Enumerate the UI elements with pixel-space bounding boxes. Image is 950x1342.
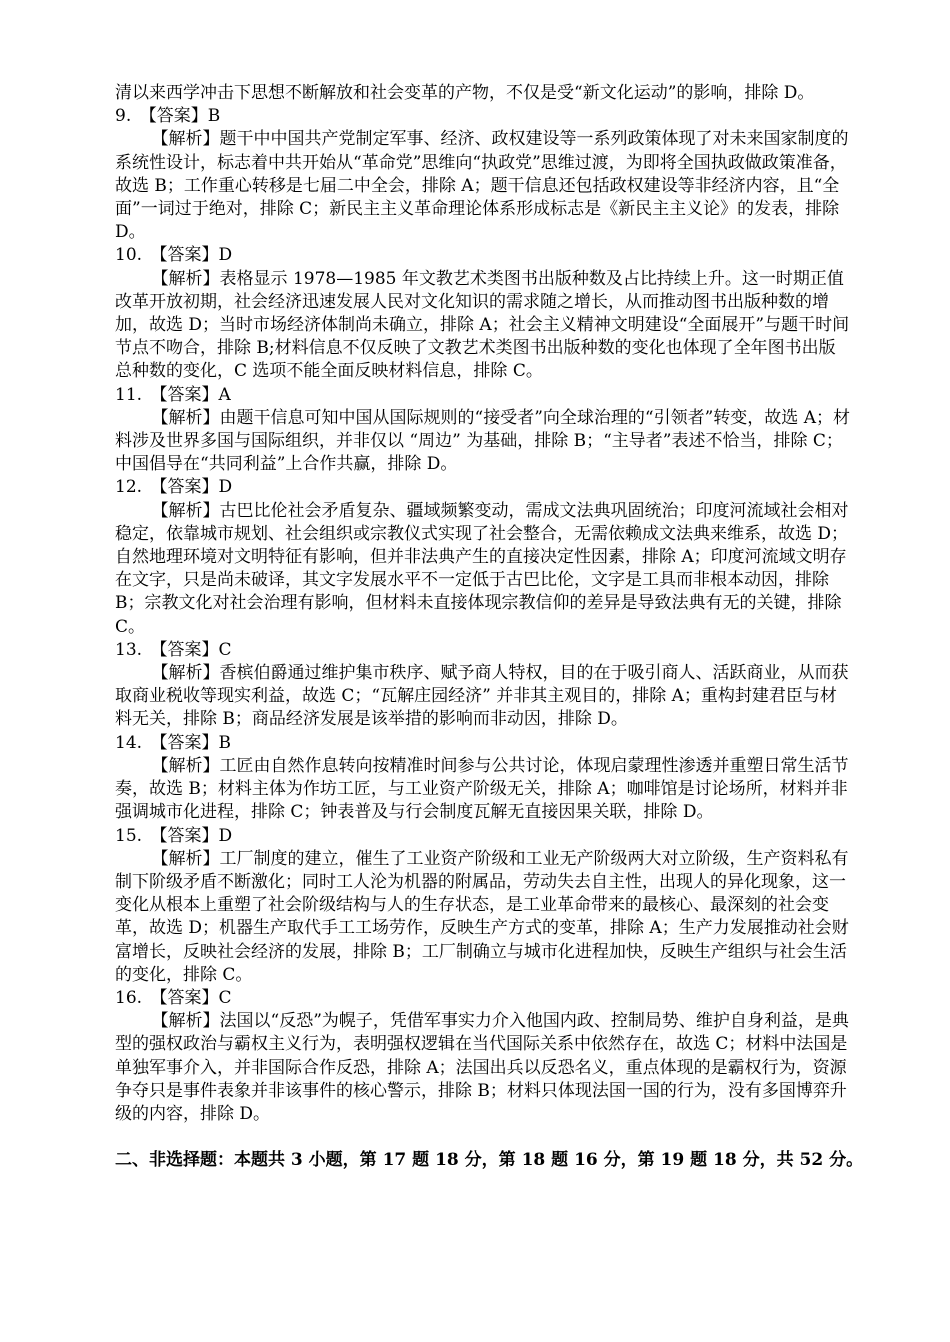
analysis-paragraph: 【解析】法国以“反恐”为幌子，凭借军事实力介入他国内政、控制局势、维护自身利益，是典型的强权政治与霸权主义行为，表明强权逻辑在当代国际关系中依然存在，故选 C；材料中法国是单独军事介入，并非国际合作反恐，排除 A；法国出兵以反恐名义，重点体现的是霸权行为，资源争夺只是事件表象并非该事件的核心警示，排除 B；材料只体现法国一国的行为，没有多国博弈升级的内容，排除 D。 <box>115 1011 849 1124</box>
analysis-paragraph: 【解析】香槟伯爵通过维护集市秩序、赋予商人特权，目的在于吸引商人、活跃商业，从而获取商业税收等现实利益，故选 C；“瓦解庄园经济” 并非其主观目的，排除 A；重构封建君臣与材料无关，排除 B；商品经济发展是该举措的影响而非动因，排除 D。 <box>115 663 849 730</box>
question-number: 13. <box>115 639 143 660</box>
answer-item-11 <box>115 384 850 477</box>
analysis-paragraph: 【解析】表格显示 1978—1985 年文教艺术类图书出版种数及占比持续上升。这一时期正值改革开放初期，社会经济迅速发展人民对文化知识的需求随之增长，从而推动图书出版种数的增加，故选 D；当时市场经济体制尚未确立，排除 A；社会主义精神文明建设“全面展开”与题干时间节点不吻合，排除 B;材料信息不仅反映了文教艺术类图书出版种数的变化也体现了全年图书出版总种数的变化，C 选项不能全面反映材料信息，排除 C。 <box>115 268 850 382</box>
answer-item-13 <box>115 639 850 732</box>
answer-label: 【答案】A <box>150 384 231 405</box>
answer-item-9 <box>115 105 850 244</box>
answer-label: 【答案】D <box>150 245 233 266</box>
answer-label: 【答案】C <box>150 639 232 660</box>
answer-document <box>115 82 864 1172</box>
intro-paragraph: 清以来西学冲击下思想不断解放和社会变革的产物，不仅是受“新文化运动”的影响，排除 D。 <box>115 83 815 103</box>
answer-label: 【答案】C <box>150 987 232 1008</box>
answer-label: 【答案】D <box>150 825 233 846</box>
answer-item-14 <box>115 732 850 825</box>
question-number: 15. <box>115 825 143 846</box>
answer-label: 【答案】B <box>150 732 232 753</box>
question-number: 14. <box>115 732 143 753</box>
section-heading: 二、非选择题：本题共 3 小题，第 17 题 18 分，第 18 题 16 分，第 19 题 18 分，共 52 分。 <box>115 1150 864 1171</box>
question-number: 12. <box>115 477 143 498</box>
analysis-paragraph: 【解析】工匠由自然作息转向按精准时间参与公共讨论，体现启蒙理性渗透并重塑日常生活节奏，故选 B；材料主体为作坊工匠，与工业资产阶级无关，排除 A；咖啡馆是讨论场所，材料并非强调城市化进程，排除 C；钟表普及与行会制度瓦解无直接因果关联，排除 D。 <box>115 755 849 823</box>
question-number: 10. <box>115 245 143 266</box>
question-number: 9. <box>115 106 132 127</box>
answer-item-12 <box>115 476 850 638</box>
answer-label: 【答案】D <box>150 477 233 498</box>
answer-label: 【答案】B <box>139 106 221 127</box>
analysis-paragraph: 【解析】题干中中国共产党制定军事、经济、政权建设等一系列政策体现了对未来国家制度的系统性设计，标志着中共开始从“革命党”思维向“执政党”思维过渡，为即将全国执政做政策准备，故选 B；工作重心转移是七届二中全会，排除 A；题干信息还包括政权建设等非经济内容，且“全面”一词过于绝对，排除 C；新民主主义革命理论体系形成标志是《新民主主义论》的发表，排除 D。 <box>115 129 849 243</box>
analysis-paragraph: 【解析】工厂制度的建立，催生了工业资产阶级和工业无产阶级两大对立阶级，生产资料私有制下阶级矛盾不断激化；同时工人沦为机器的附属品，劳动失去自主性，出现人的异化现象，这一变化从根本上重塑了社会阶级结构与人的生存状态，是工业革命带来的最核心、最深刻的社会变革，故选 D；机器生产取代手工工场劳作，反映生产方式的变革，排除 A；生产力发展推动社会财富增长，反映社会经济的发展，排除 B；工厂制确立与城市化进程加快，反映生产组织与社会生活的变化，排除 C。 <box>115 848 849 985</box>
question-number: 11. <box>115 384 143 405</box>
answer-item-16 <box>115 987 850 1126</box>
analysis-paragraph: 【解析】由题干信息可知中国从国际规则的“接受者”向全球治理的“引领者”转变，故选 A；材料涉及世界多国与国际组织，并非仅以 “周边” 为基础，排除 B；“主导者”表述不恰当，排除 C； 中国倡导在“共同利益”上合作共赢，排除 D。 <box>115 407 850 475</box>
answer-item-10 <box>115 244 850 383</box>
analysis-paragraph: 【解析】古巴比伦社会矛盾复杂、疆域频繁变动，需成文法典巩固统治；印度河流域社会相对稳定，依靠城市规划、社会组织或宗教仪式实现了社会整合，无需依赖成文法典来维系，故选 D；自然地理环境对文明特征有影响，但并非法典产生的直接决定性因素，排除 A；印度河流域文明存在文字，只是尚未破译，其文字发展水平不一定低于古巴比伦，文字是工具而非根本动因，排除 B；宗教文化对社会治理有影响，但材料未直接体现宗教信仰的差异是导致法典有无的关键，排除 C。 <box>115 500 849 637</box>
answer-item-15 <box>115 825 850 987</box>
question-number: 16. <box>115 987 143 1008</box>
